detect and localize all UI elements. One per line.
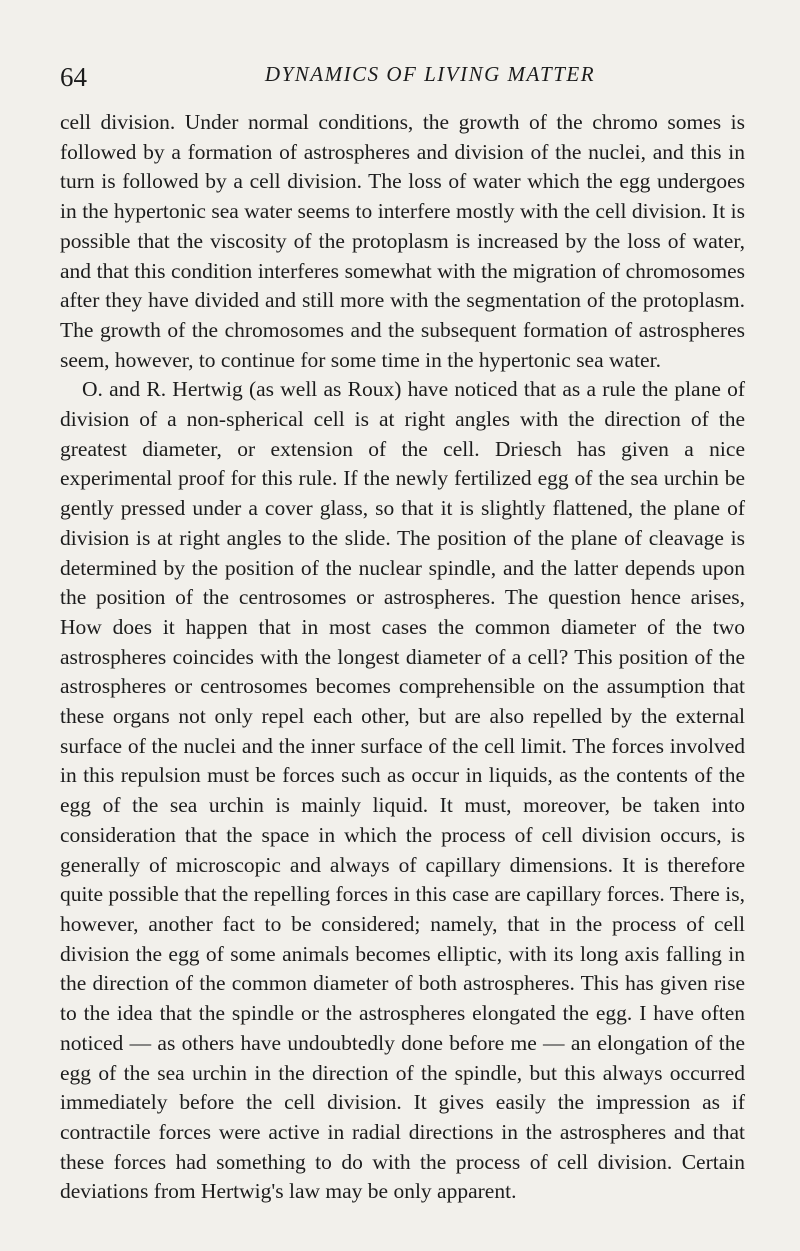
running-head xyxy=(60,58,760,98)
paragraph-hertwig-rule: O. and R. Hertwig (as well as Roux) have noticed that as a rule the plane of division of a non-spherical cell is at right angles with the direction of the greatest diameter, or extension of the cell. Driesch has given a nice experimental proof for this rule. If the newly fertilized egg of the sea urchin be gently pressed under a cover glass, so that it is slightly flattened, the plane of division is at right angles to the slide. The position of the plane of cleavage is determined by the position of the nuclear spindle, and the latter depends upon the position of the centrosomes or astrospheres. The question hence arises, How does it happen that in most cases the common diameter of the two astrospheres coincides with the longest diameter of a cell? This position of the astrospheres or centrosomes becomes comprehensible on the assumption that these organs not only repel each other, but are also repelled by the external surface of the nuclei and the inner surface of the cell limit. The forces involved in this repulsion must be forces such as occur in liquids, as the contents of the egg of the sea urchin is mainly liquid. It must, moreover, be taken into consideration that the space in which the process of cell division occurs, is generally of microscopic and always of capillary dimensions. It is therefore quite possible that the repelling forces in this case are capillary forces. There is, however, another fact to be considered; namely, that in the process of cell division the egg of some animals becomes elliptic, with its long axis falling in the direction of the common diameter of both astrospheres. This has given rise to the idea that the spindle or the astrospheres elongated the egg. I have often noticed — as others have undoubtedly done before me — an elongation of the egg of the sea urchin in the direction of the spindle, but this always occurred immediately before the cell division. It gives easily the impression as if contractile forces were active in radial directions in the astrospheres and that these forces had something to do with the process of cell division. Certain deviations from Hertwig's law may be only apparent. xyxy=(60,377,745,1204)
running-title: DYNAMICS OF LIVING MATTER xyxy=(264,62,596,86)
paragraph-continued: cell division. Under normal conditions, the growth of the chromo somes is followed by a formation of astrospheres and division of the nuclei, and this in turn is followed by a cell division. The loss of water which the egg undergoes in the hypertonic sea water seems to interfere mostly with the cell division. It is possible that the viscosity of the protoplasm is increased by the loss of water, and that this condition interferes somewhat with the migration of chromosomes after they have divided and still more with the segmentation of the protoplasm. The growth of the chromosomes and the subsequent formation of astrospheres seem, however, to continue for some time in the hypertonic sea water. xyxy=(60,110,745,372)
page-number: 64 xyxy=(60,62,87,92)
body-text xyxy=(60,108,745,1207)
